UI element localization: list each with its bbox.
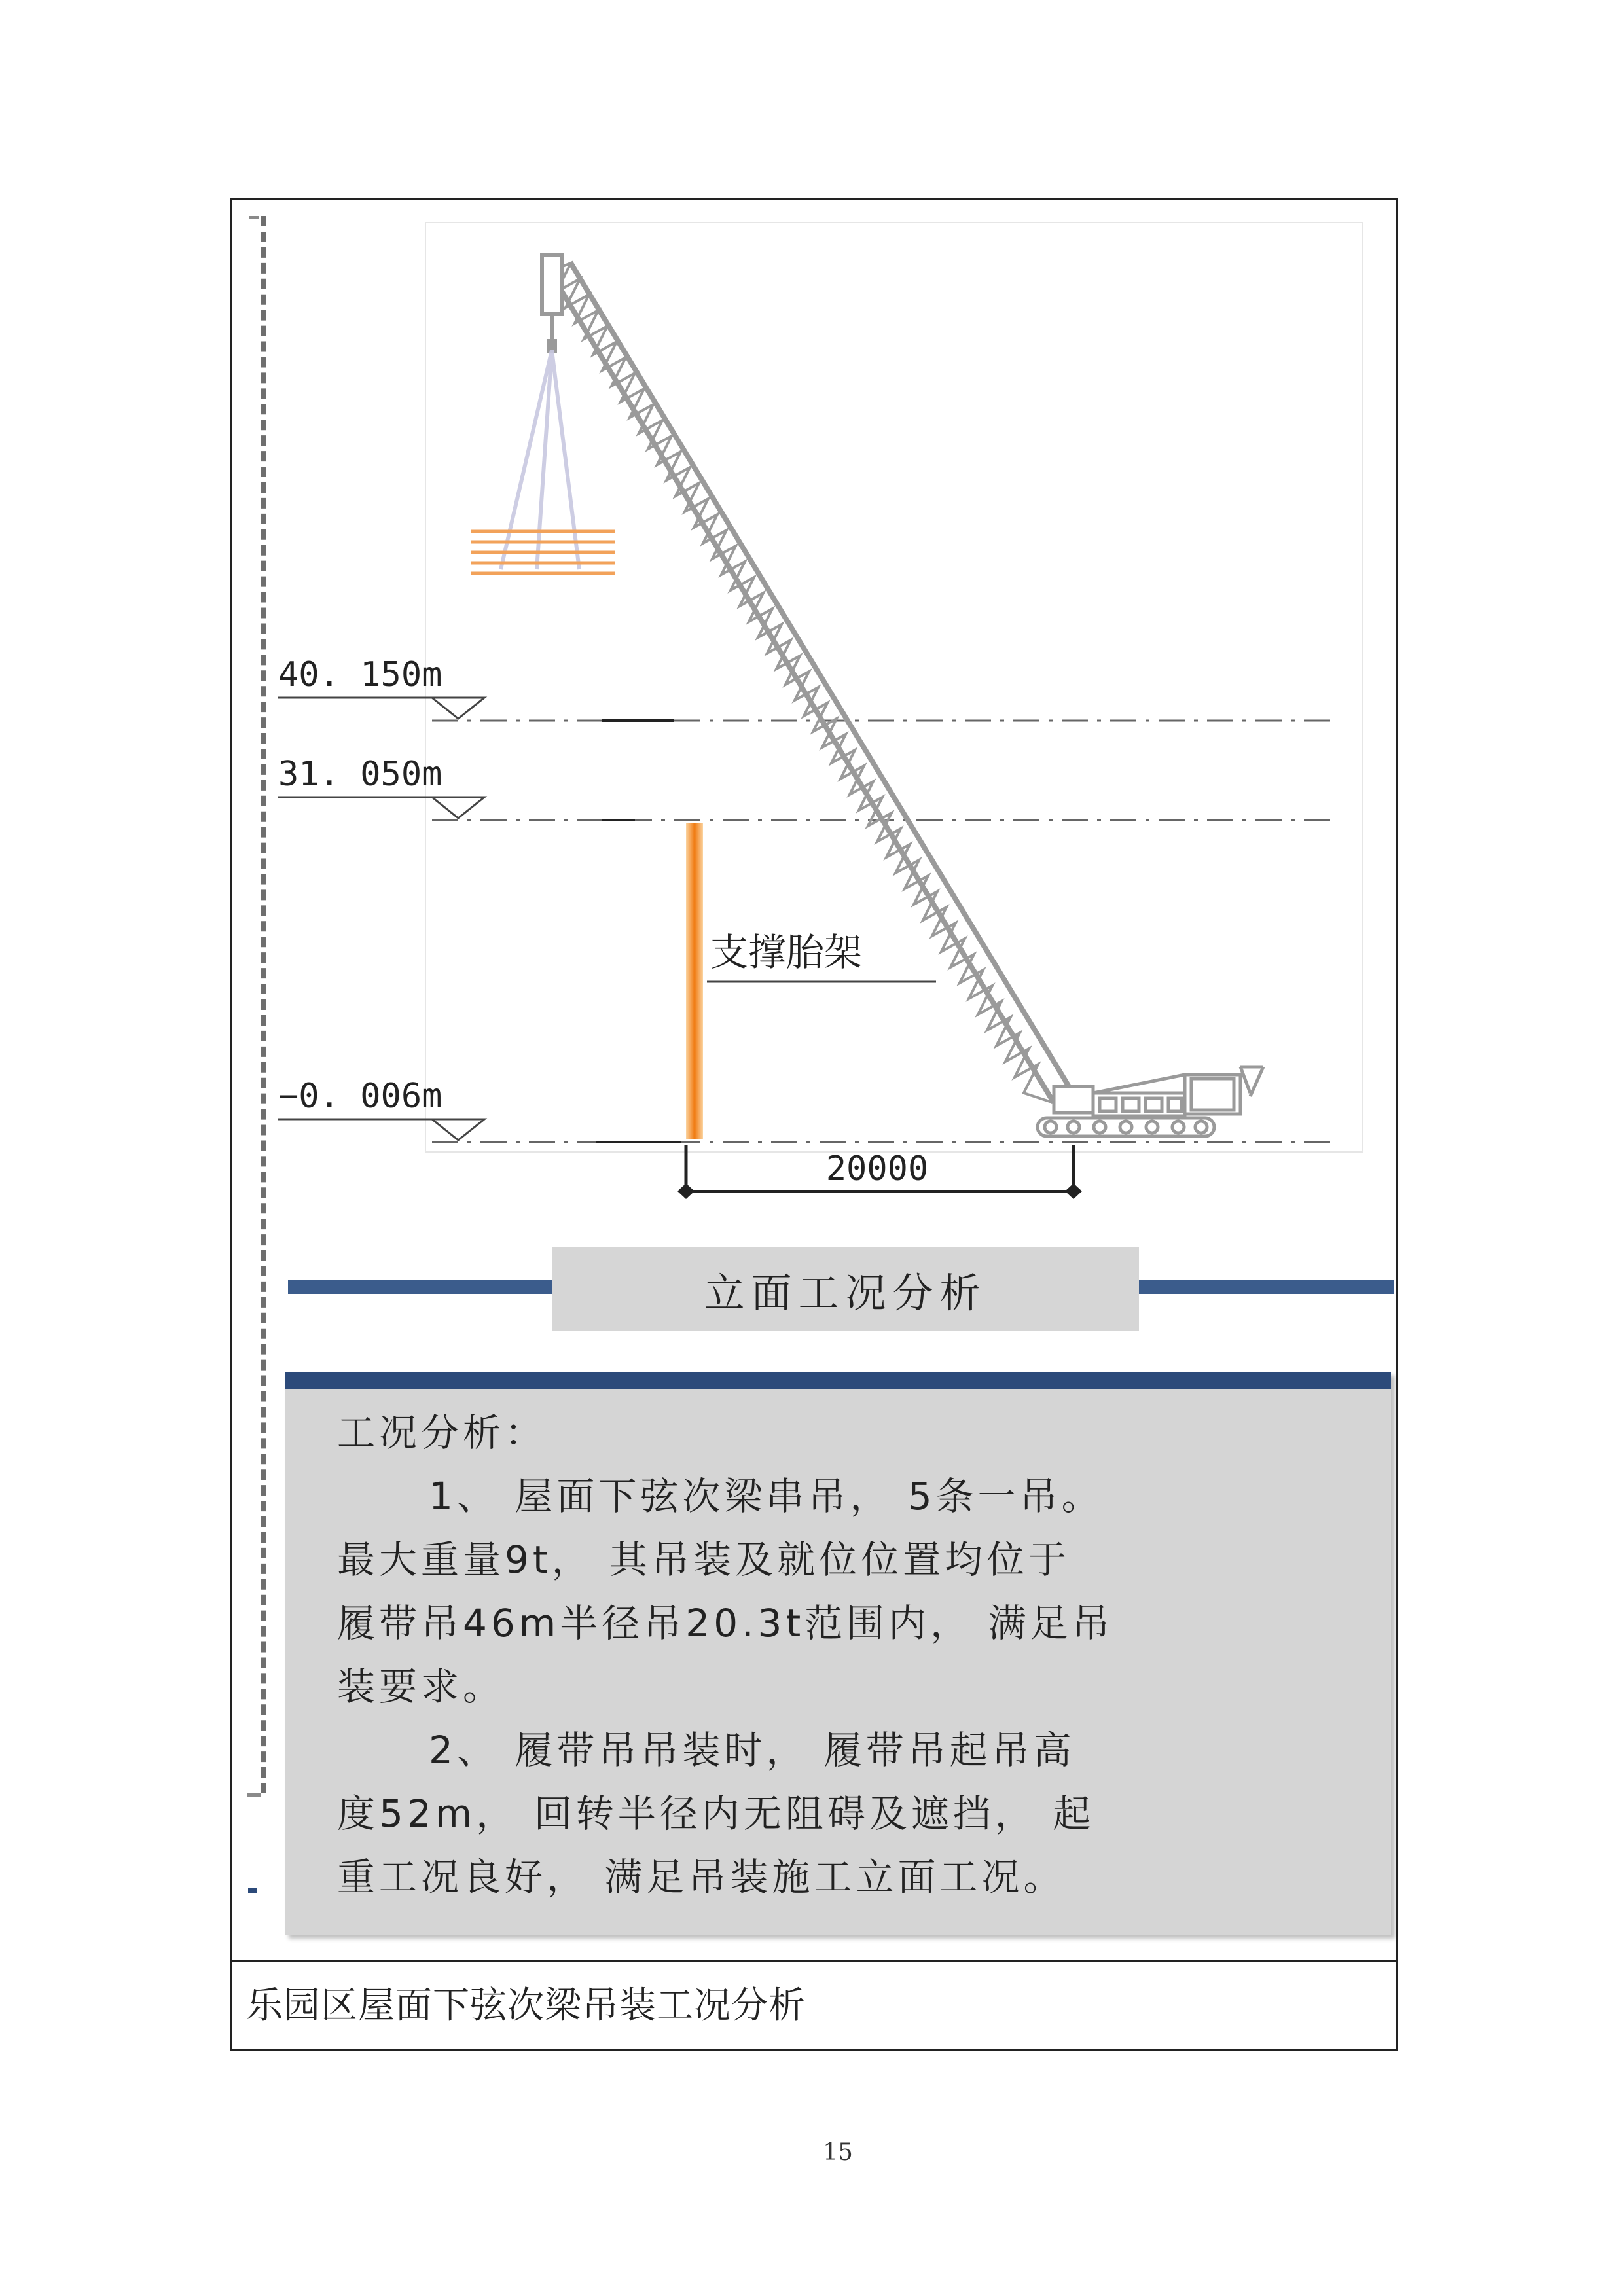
support-column <box>686 823 703 1139</box>
dimension-label: 20000 <box>825 1149 929 1189</box>
title-bar-right <box>1139 1280 1394 1294</box>
level-top-label: 40. 150m <box>278 655 442 694</box>
diagram-background-box <box>425 223 1363 1152</box>
analysis-panel <box>285 1372 1391 1935</box>
analysis-line: 重工况良好， 满足吊装施工立面工况。 <box>337 1855 1066 1899</box>
section-title: 立面工况分析 <box>704 1268 987 1317</box>
analysis-line: 度52m， 回转半径内无阻碍及遮挡， 起 <box>337 1791 1095 1836</box>
caption-row <box>230 1960 1398 2051</box>
crane-body <box>1054 1067 1263 1116</box>
level-marker-icon <box>432 1119 484 1140</box>
level-ground-label: −0. 006m <box>278 1077 442 1116</box>
analysis-line: 履带吊46m半径吊20.3t范围内， 满足吊 <box>337 1601 1114 1645</box>
level-marker-icon <box>432 797 484 818</box>
level-mid <box>278 755 1335 820</box>
elevation-diagram <box>249 216 1401 1217</box>
beam-bundle-load <box>471 531 615 573</box>
level-mid-label: 31. 050m <box>278 755 442 794</box>
analysis-line: 装要求。 <box>337 1664 505 1709</box>
dimension-line <box>677 1145 1082 1199</box>
crane <box>471 255 1263 1136</box>
page-number: 15 <box>823 2139 853 2166</box>
analysis-body <box>337 1401 1345 1909</box>
guide-tick-bottom <box>247 1793 261 1797</box>
analysis-line: 最大重量9t， 其吊装及就位位置均位于 <box>337 1537 1071 1582</box>
support-annotation <box>707 930 936 982</box>
title-bar-left <box>288 1280 553 1294</box>
analysis-top-bar <box>285 1372 1391 1389</box>
analysis-heading: 工况分析： <box>337 1410 547 1455</box>
analysis-line: 2、 履带吊吊装时， 履带吊起吊高 <box>429 1728 1075 1772</box>
crane-tracks <box>1038 1118 1214 1136</box>
support-label: 支撑胎架 <box>710 930 863 975</box>
level-marker-icon <box>432 698 484 719</box>
analysis-line: 1、 屋面下弦次梁串吊， 5条一吊。 <box>429 1474 1104 1518</box>
section-title-box <box>552 1247 1139 1331</box>
figure-caption: 乐园区屋面下弦次梁吊装工况分析 <box>246 1984 806 2027</box>
boom-head <box>542 255 562 314</box>
guide-marker <box>248 1888 257 1893</box>
rigging-slings <box>501 350 579 569</box>
crane-boom <box>550 263 1075 1103</box>
